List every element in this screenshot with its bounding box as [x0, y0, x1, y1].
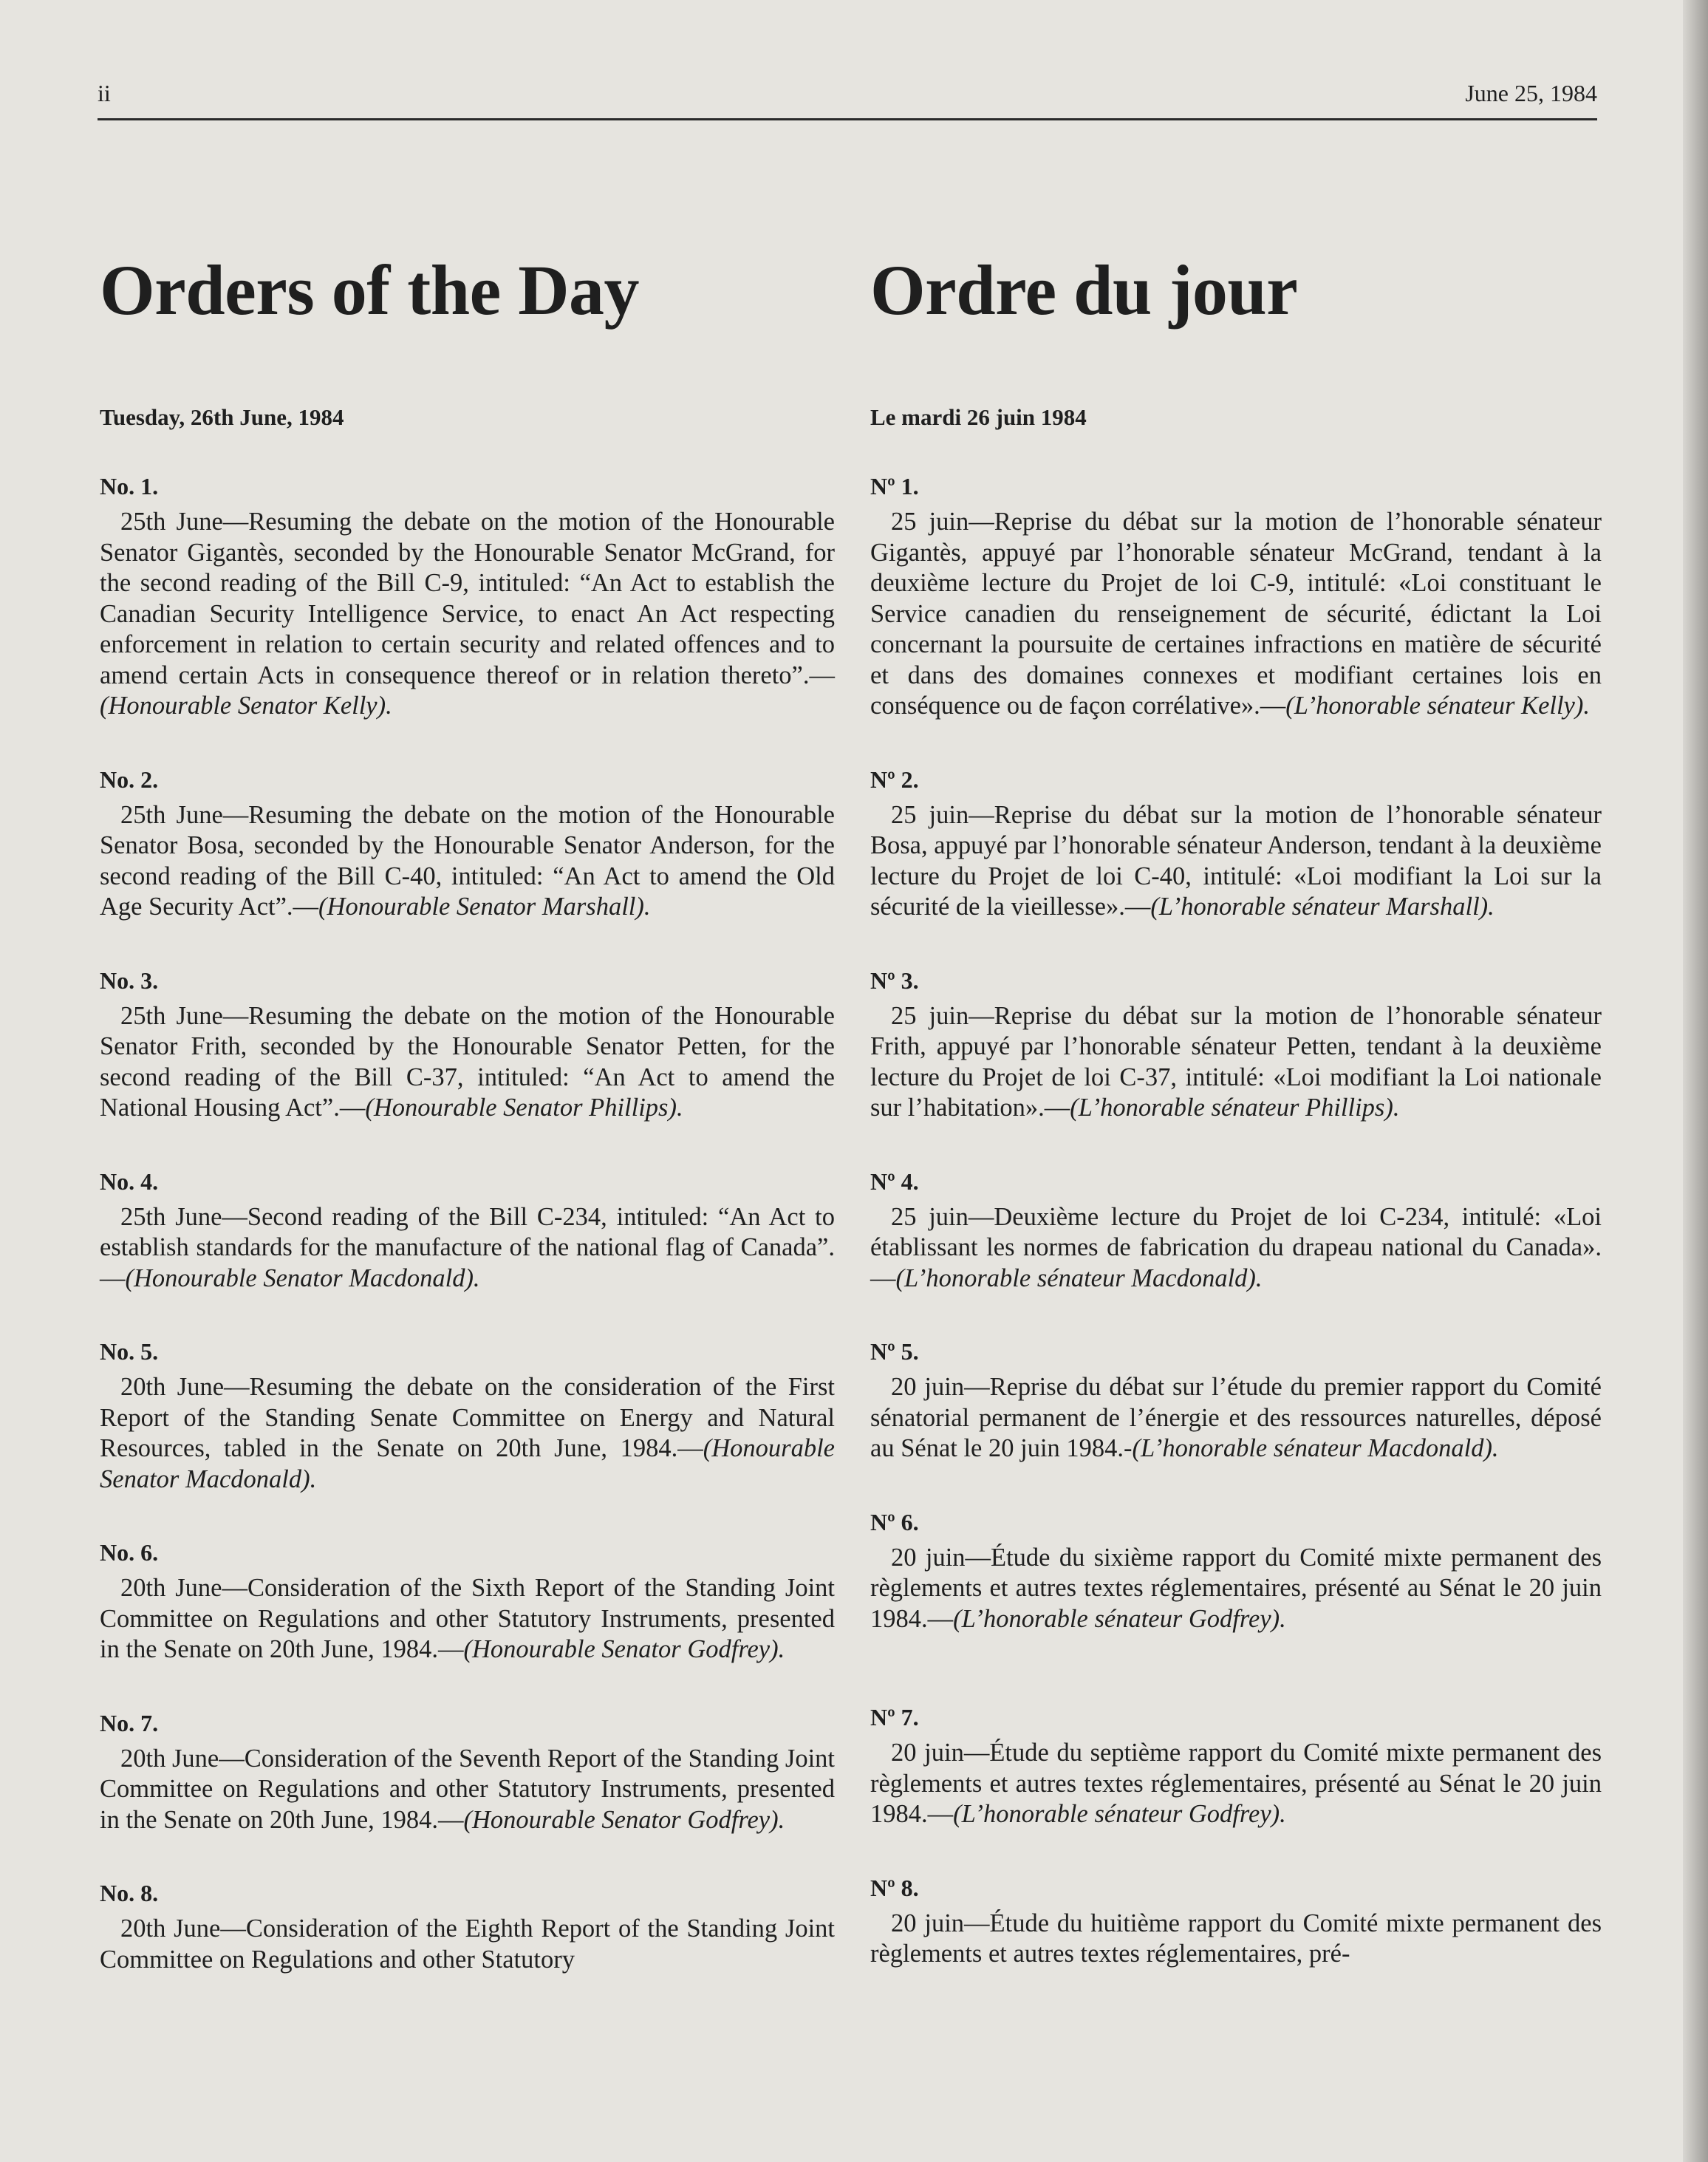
page-date: June 25, 1984 [1465, 80, 1597, 106]
english-item-ref: (Honourable Senator Godfrey). [463, 1635, 785, 1663]
page-edge-shadow [1683, 0, 1708, 2162]
french-item-number: Nº 6. [870, 1508, 919, 1535]
english-item-number: No. 6. [100, 1539, 159, 1566]
french-item-ref: (L’honorable sénateur Macdonald). [1132, 1434, 1499, 1462]
french-item-ref: (L’honorable sénateur Marshall). [1150, 893, 1494, 921]
english-item-number: No. 1. [100, 473, 159, 499]
english-item-text: 25th June—Second reading of the Bill C-234, intituled: “An Act to establish standards for the manufacture of the national flag of Canada”.—(Honourable Senator Macdonald). [100, 1202, 835, 1292]
french-item-number: Nº 1. [870, 473, 919, 499]
english-item-ref: (Honourable Senator Godfrey). [463, 1805, 785, 1834]
french-item-number: Nº 5. [870, 1338, 919, 1365]
english-item-ref: (Honourable Senator Macdonald). [125, 1264, 480, 1292]
english-item-text: 20th June—Consideration of the Seventh Report of the Standing Joint Committee on Regulations and other Statutory Instruments, presented in the Senate on 20th June, 1984.—(Honourable Senator Godfrey). [100, 1744, 835, 1834]
french-item-text: 25 juin—Reprise du débat sur la motion de l’honorable sénateur Frith, appuyé par l’honorable sénateur Petten, tendant à la deuxième lecture du Projet de loi C-37, intitulé: «Loi modifiant la Loi nationale sur l’habitation».—(L’honorable sénateur Phillips). [870, 1001, 1602, 1122]
english-item-text: 25th June—Resuming the debate on the motion of the Honourable Senator Bosa, seconded by the Honourable Senator Anderson, for the second reading of the Bill C-40, intituled: “An Act to amend the Old Age Security Act”.—(Honourable Senator Marshall). [100, 800, 835, 921]
english-item-ref: (Honourable Senator Kelly). [100, 692, 392, 720]
french-item-text: 20 juin—Reprise du débat sur l’étude du premier rapport du Comité sénatorial permanent de l’énergie et des ressources naturelles, déposé au Sénat le 20 juin 1984.-(L’honorable sénateur Macdonald). [870, 1373, 1602, 1462]
english-item-text: 20th June—Resuming the debate on the consideration of the First Report of the Standing Senate Committee on Energy and Natural Resources, tabled in the Senate on 20th June, 1984.—(Honourable Senator Macdonald). [100, 1373, 835, 1493]
french-item-number: Nº 8. [870, 1874, 919, 1901]
english-item-number: No. 4. [100, 1167, 159, 1195]
english-column [100, 250, 835, 1975]
english-item-ref: (Honourable Senator Phillips). [365, 1094, 683, 1122]
french-item-number: Nº 4. [870, 1167, 919, 1195]
french-item-text: 20 juin—Étude du septième rapport du Comité mixte permanent des règlements et autres textes réglementaires, présenté au Sénat le 20 juin 1984.—(L’honorable sénateur Godfrey). [870, 1739, 1602, 1828]
french-item-text: 20 juin—Étude du huitième rapport du Comité mixte permanent des règlements et autres textes réglementaires, pré- [870, 1909, 1602, 1968]
french-item-text: 25 juin—Deuxième lecture du Projet de loi C-234, intitulé: «Loi établissant les normes de fabrication du drapeau national du Canada».—(L’honorable sénateur Macdonald). [870, 1202, 1602, 1292]
french-item-text: 25 juin—Reprise du débat sur la motion de l’honorable sénateur Gigantès, appuyé par l’honorable sénateur McGrand, tendant à la deuxième lecture du Projet de loi C-9, intitulé: «Loi constituant le Service canadien du renseignement de sécurité, édictant la Loi concernant la poursuite de certaines infractions en matière de sécurité et dans des domaines connexes et modifiant certaines lois en conséquence ou de façon corrélative».—(L’honorable sénateur Kelly). [870, 508, 1602, 720]
french-item-number: Nº 3. [870, 966, 919, 994]
english-item-number: No. 7. [100, 1709, 159, 1736]
english-item-text: 25th June—Resuming the debate on the motion of the Honourable Senator Gigantès, seconded by the Honourable Senator McGrand, for the second reading of the Bill C-9, intituled: “An Act to establish the Canadian Security Intelligence Service, to enact An Act respecting enforcement in relation to certain security and related offences and to amend certain Acts in consequence thereof or in relation thereto”.—(Honourable Senator Kelly). [100, 508, 835, 720]
french-item-ref: (L’honorable sénateur Godfrey). [953, 1800, 1286, 1828]
page-number: ii [98, 80, 111, 106]
english-item-text: 20th June—Consideration of the Eighth Report of the Standing Joint Committee on Regulations and other Statutory [100, 1914, 835, 1974]
french-item-number: Nº 7. [870, 1704, 919, 1730]
french-title: Ordre du jour [870, 250, 1298, 330]
english-item-number: No. 5. [100, 1338, 159, 1365]
english-date: Tuesday, 26th June, 1984 [100, 404, 344, 430]
header-divider [98, 118, 1597, 120]
french-item-ref: (L’honorable sénateur Macdonald). [895, 1264, 1263, 1292]
french-item-text: 20 juin—Étude du sixième rapport du Comité mixte permanent des règlements et autres textes réglementaires, présenté au Sénat le 20 juin 1984.—(L’honorable sénateur Godfrey). [870, 1543, 1602, 1633]
page-header [98, 80, 1597, 117]
english-item-number: No. 8. [100, 1880, 159, 1906]
english-item-ref: (Honourable Senator Macdonald). [100, 1434, 835, 1493]
english-title: Orders of the Day [100, 250, 640, 330]
english-item-ref: (Honourable Senator Marshall). [318, 893, 651, 921]
french-item-ref: (L’honorable sénateur Phillips). [1070, 1094, 1400, 1122]
french-item-ref: (L’honorable sénateur Godfrey). [953, 1604, 1286, 1633]
english-item-text: 25th June—Resuming the debate on the motion of the Honourable Senator Frith, seconded by the Honourable Senator Petten, for the second reading of the Bill C-37, intituled: “An Act to amend the National Housing Act”.—(Honourable Senator Phillips). [100, 1001, 835, 1122]
french-date: Le mardi 26 juin 1984 [870, 404, 1087, 430]
french-item-text: 25 juin—Reprise du débat sur la motion de l’honorable sénateur Bosa, appuyé par l’honorable sénateur Anderson, tendant à la deuxième lecture du Projet de loi C-40, intitulé: «Loi modifiant la Loi sur la sécurité de la vieillesse».—(L’honorable sénateur Marshall). [870, 800, 1602, 921]
french-column [870, 250, 1602, 1970]
english-item-number: No. 3. [100, 966, 159, 994]
english-item-text: 20th June—Consideration of the Sixth Report of the Standing Joint Committee on Regulations and other Statutory Instruments, presented in the Senate on 20th June, 1984.—(Honourable Senator Godfrey). [100, 1574, 835, 1663]
french-item-number: Nº 2. [870, 765, 919, 793]
french-item-ref: (L’honorable sénateur Kelly). [1285, 692, 1590, 720]
english-item-number: No. 2. [100, 765, 159, 793]
